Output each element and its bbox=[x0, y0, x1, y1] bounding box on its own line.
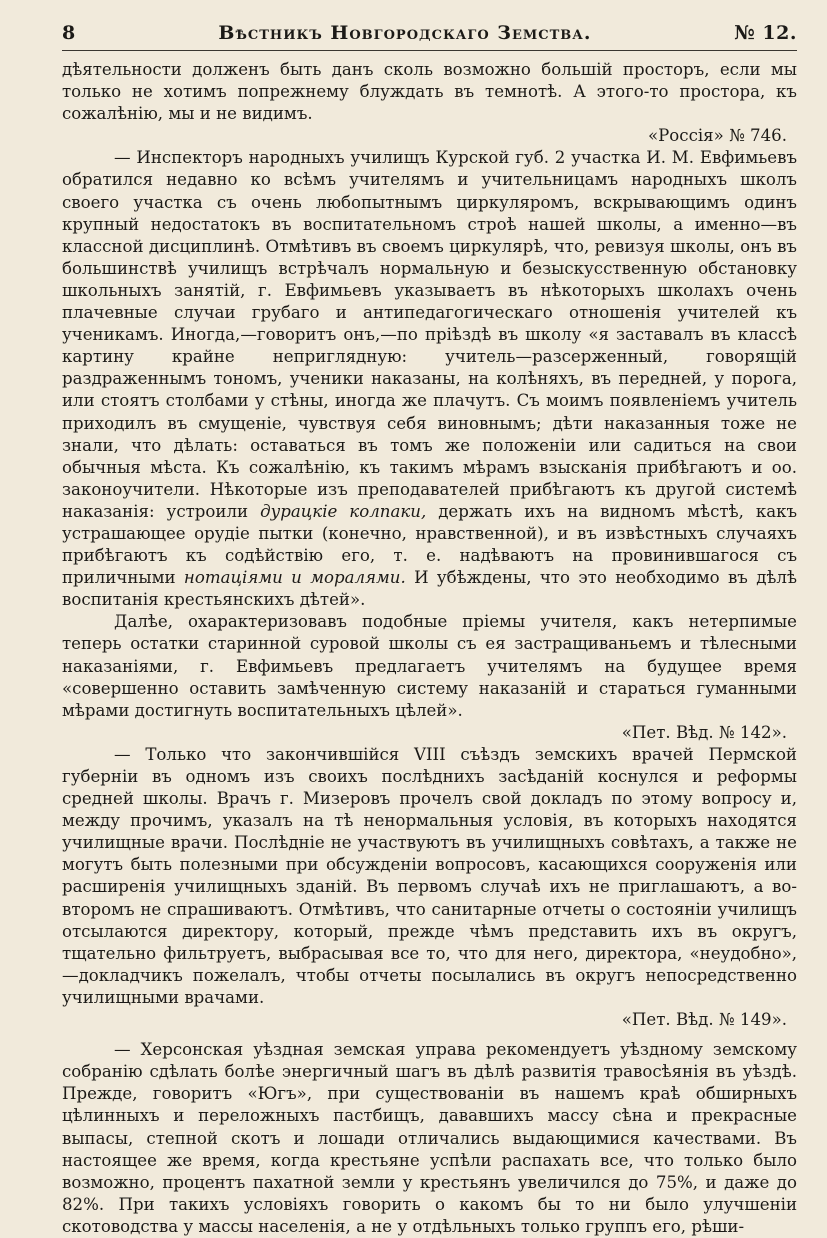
issue-number: № 12. bbox=[734, 22, 797, 44]
source-citation: «Пет. Вѣд. № 149». bbox=[621, 1010, 787, 1030]
paragraph bbox=[62, 147, 797, 611]
page-number: 8 bbox=[62, 22, 76, 44]
italic-phrase: нотаціями и моралями. bbox=[183, 568, 406, 588]
journal-title: Вѣстникъ Новгородскаго Земства. bbox=[218, 22, 592, 44]
paragraph: — Херсонская уѣздная земская управа рекомендуетъ уѣздному земскому собранію сдѣлать болѣе энергичный шагъ въ дѣлѣ развитія травосѣянія въ уѣздѣ. Прежде, говоритъ «Югъ», при существованіи въ нашемъ краѣ обширныхъ цѣлинныхъ и переложныхъ пастбищъ, дававшихъ массу сѣна и прекрасные выпасы, степной скотъ и лошади отличались выдающимися качествами. Въ настоящее же время, когда крестьяне успѣли распахать все, что только было возможно, процентъ пахатной земли у крестьянъ увеличился до 75%, и даже до 82%. При такихъ условіяхъ говорить о какомъ бы то ни было улучшеніи скотоводства у массы населенія, а не у отдѣльныхъ только группъ его, рѣши- bbox=[62, 1040, 797, 1236]
paragraph-gap bbox=[62, 1031, 797, 1039]
source-citation: «Россія» № 746. bbox=[647, 126, 787, 146]
paragraph: Далѣе, охарактеризовавъ подобные пріемы учителя, какъ нетерпимые теперь остатки старинной суровой школы съ ея застращиваньемъ и тѣлесными наказаніями, г. Евфимьевъ предлагаетъ учителямъ на будущее время «совершенно оставить замѣченную систему наказаній и стараться гуманными мѣрами достигнуть воспитательныхъ цѣлей». bbox=[62, 612, 797, 720]
article-body bbox=[62, 59, 797, 1238]
paragraph-text: И убѣждены, что это необходимо въ дѣлѣ воспитанія крестьянскихъ дѣтей». bbox=[62, 568, 797, 610]
italic-phrase: дурацкіе колпаки, bbox=[260, 501, 427, 521]
paragraph-text: — Инспекторъ народныхъ училищъ Курской губ. 2 участка И. М. Евфимьевъ обратился недавно ко всѣмъ учителямъ и учительницамъ народныхъ школъ своего участка съ очень любопытнымъ циркуляромъ, вскрывающимъ одинъ крупный недостатокъ въ воспитательномъ строѣ нашей школы, а именно—въ классной дисциплинѣ. Отмѣтивъ въ своемъ циркулярѣ, что, ревизуя школы, онъ въ большинствѣ училищъ встрѣчалъ нормальную и безыскусственную обстановку школьныхъ занятій, г. Евфимьевъ указываетъ въ нѣкоторыхъ школахъ очень плачевные случаи грубаго и антипедагогическаго отношенія учителей къ ученикамъ. Иногда,—говоритъ онъ,—по пріѣздѣ въ школу «я заставалъ въ классѣ картину крайне неприглядную: учитель—разсерженный, говорящій раздраженнымъ тономъ, ученики наказаны, на колѣняхъ, въ передней, у порога, или стоятъ столбами у стѣны, иногда же плачутъ. Съ моимъ появленіемъ учитель приходилъ въ смущеніе, чувствуя себя виновнымъ; дѣти наказанныя тоже не знали, что дѣлать: оставаться въ томъ же положеніи или садиться на свои обычныя мѣста. Къ сожалѣнію, къ такимъ мѣрамъ взысканія прибѣгаютъ и оо. законоучители. Нѣкоторые изъ преподавателей прибѣгаютъ къ другой системѣ наказанія: устроили bbox=[62, 148, 797, 521]
page-header bbox=[62, 22, 797, 51]
paragraph: — Только что закончившійся VIII съѣздъ земскихъ врачей Пермской губерніи въ одномъ изъ своихъ послѣднихъ засѣданій коснулся и реформы средней школы. Врачъ г. Мизеровъ прочелъ свой докладъ по этому вопросу и, между прочимъ, указалъ на тѣ ненормальныя условія, въ которыхъ находятся училищные врачи. Послѣдніе не участвуютъ въ училищныхъ совѣтахъ, а также не могутъ быть полезными при обсужденіи вопросовъ, касающихся сооруженія или расширенія училищныхъ зданій. Въ первомъ случаѣ ихъ не приглашаютъ, а во-второмъ не спрашиваютъ. Отмѣтивъ, что санитарные отчеты о состояніи училищъ отсылаются директору, который, прежде чѣмъ представить ихъ въ округъ, тщательно фильтруетъ, выбрасывая все то, что для него, директора, «неудобно»,—докладчикъ пожелалъ, чтобы отчеты посылались въ округъ непосредственно училищными врачами. bbox=[62, 744, 797, 1007]
paragraph: дѣятельности долженъ быть данъ сколь возможно большій просторъ, если мы только не хотимъ попрежнему блуждать въ темнотѣ. А этого-то простора, къ сожалѣнію, мы и не видимъ. bbox=[62, 60, 797, 124]
paragraph-text: держать ихъ на видномъ мѣстѣ, какъ устрашающее орудіе пытки (конечно, нравственной), и въ извѣстныхъ случаяхъ прибѣгаютъ къ содѣйствію его, т. е. надѣваютъ на провинившагося съ приличными bbox=[62, 501, 798, 588]
source-citation: «Пет. Вѣд. № 142». bbox=[621, 722, 787, 742]
